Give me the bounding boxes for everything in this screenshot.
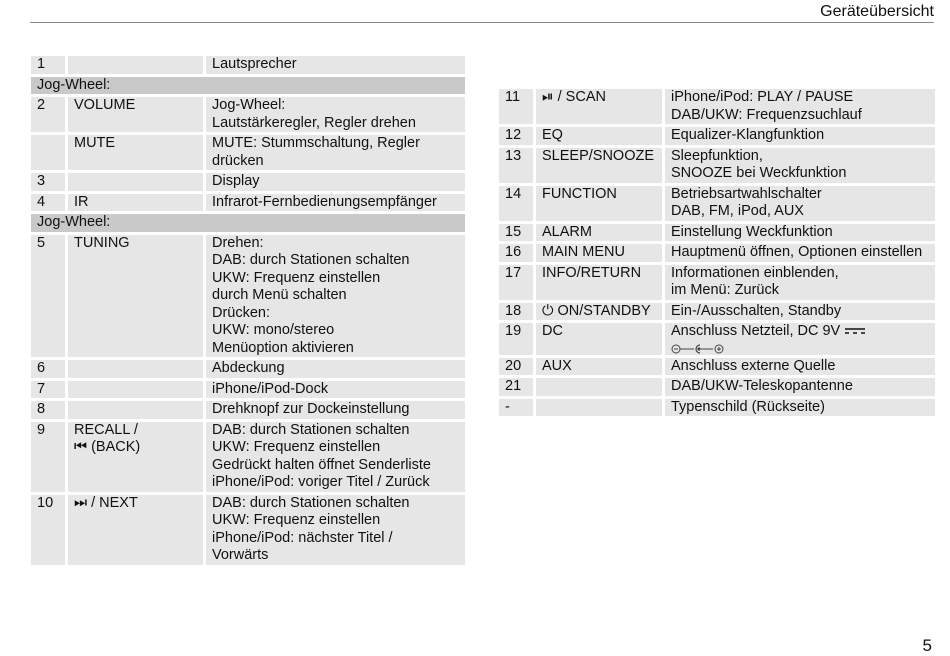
item-number-text: 21 xyxy=(505,378,522,394)
item-number xyxy=(499,265,536,300)
table-row xyxy=(31,194,465,212)
control-description-text: DAB: durch Stationen schalten UKW: Frequenz einstellen iPhone/iPod: nächster Titel / Vorwärts xyxy=(212,494,410,563)
control-description xyxy=(665,224,935,242)
control-description xyxy=(665,186,935,221)
item-number-text: 10 xyxy=(37,494,54,511)
control-description-text: Jog-Wheel: Lautstärkeregler, Regler drehen xyxy=(212,97,416,131)
control-name-text: ALARM xyxy=(542,223,592,240)
control-description xyxy=(665,89,935,124)
control-name xyxy=(536,127,665,145)
item-number-text: 4 xyxy=(37,193,46,210)
item-number xyxy=(499,148,536,183)
control-description-text: Informationen einblenden, im Menü: Zurück xyxy=(671,264,839,298)
control-description xyxy=(665,244,935,262)
control-description xyxy=(665,303,935,321)
item-number-text: 8 xyxy=(37,401,46,417)
control-description xyxy=(665,378,935,396)
item-number-text: 15 xyxy=(505,223,522,240)
control-description-text: DAB: durch Stationen schalten UKW: Frequenz einstellen Gedrückt halten öffnet Senderliste iPhone/iPod: voriger Titel / Zurück xyxy=(212,421,431,490)
control-name-text: RECALL / ⏮ (BACK) xyxy=(74,421,141,455)
table-row xyxy=(499,244,935,262)
table-row xyxy=(31,422,465,492)
item-number-text: 13 xyxy=(505,147,522,164)
control-name xyxy=(68,360,206,378)
table-row xyxy=(31,173,465,191)
control-description xyxy=(665,127,935,145)
control-description xyxy=(206,235,465,358)
table-row xyxy=(31,97,465,132)
item-number-text: 11 xyxy=(505,89,521,105)
item-number xyxy=(31,194,68,212)
item-number-text: - xyxy=(505,398,510,415)
page-header-title: Geräteübersicht xyxy=(820,3,934,20)
control-description-text: Einstellung Weckfunktion xyxy=(671,223,833,240)
control-description xyxy=(206,194,465,212)
control-description-text: Equalizer-Klangfunktion xyxy=(671,127,825,143)
controls-table-left xyxy=(31,53,465,568)
table-row xyxy=(499,358,935,376)
section-header-row xyxy=(31,77,465,95)
control-name-text: ⏯ / SCAN xyxy=(542,89,606,105)
control-description-text: Infrarot-Fernbedienungsempfänger xyxy=(212,193,437,210)
control-name xyxy=(536,399,665,417)
control-description xyxy=(206,135,465,170)
item-number-text: 19 xyxy=(505,323,522,339)
control-name-text: ⏻ ON/STANDBY xyxy=(542,302,651,319)
control-name xyxy=(536,224,665,242)
control-description xyxy=(665,148,935,183)
control-description xyxy=(665,265,935,300)
item-number xyxy=(31,235,68,358)
item-number-text: 7 xyxy=(37,380,46,397)
dc-symbol-icon xyxy=(844,326,866,336)
control-name xyxy=(68,194,206,212)
item-number xyxy=(31,422,68,492)
control-name xyxy=(536,244,665,262)
item-number xyxy=(31,381,68,399)
section-header-row xyxy=(31,214,465,232)
control-description-text: Anschluss Netzteil, DC 9V xyxy=(671,323,841,339)
control-description-text: iPhone/iPod-Dock xyxy=(212,380,329,397)
controls-table-right xyxy=(499,86,935,419)
table-row xyxy=(31,495,465,565)
control-name xyxy=(68,56,206,74)
control-name-text: MUTE xyxy=(74,135,116,151)
table-row xyxy=(499,89,935,124)
item-number xyxy=(31,97,68,132)
item-number-text: 2 xyxy=(37,97,46,113)
item-number xyxy=(499,186,536,221)
control-description-text: Display xyxy=(212,173,260,189)
control-name-text: AUX xyxy=(542,357,572,374)
section-label xyxy=(31,77,465,95)
control-name xyxy=(536,358,665,376)
item-number-text: 14 xyxy=(505,185,522,202)
control-name xyxy=(68,422,206,492)
control-name-text: DC xyxy=(542,323,563,339)
control-description-text: DAB/UKW-Teleskopantenne xyxy=(671,378,853,394)
table-row xyxy=(499,323,935,355)
item-number xyxy=(499,323,536,355)
control-description-text: Drehen: DAB: durch Stationen schalten UKW: Frequenz einstellen durch Menü schalten Drücken: UKW: mono/stereo Menüoption aktivieren xyxy=(212,234,410,356)
item-number xyxy=(499,89,536,124)
control-description xyxy=(206,401,465,419)
item-number-text: 20 xyxy=(505,357,522,374)
table-row xyxy=(499,148,935,183)
control-name xyxy=(68,173,206,191)
table-row xyxy=(31,360,465,378)
control-name-text: IR xyxy=(74,193,89,210)
table-row xyxy=(499,265,935,300)
control-name-text: INFO/RETURN xyxy=(542,264,642,281)
control-name-text: MAIN MENU xyxy=(542,244,625,260)
control-description-text: Anschluss externe Quelle xyxy=(671,357,836,374)
control-name xyxy=(536,186,665,221)
item-number xyxy=(31,401,68,419)
table-row xyxy=(31,56,465,74)
control-description xyxy=(206,173,465,191)
page-number: 5 xyxy=(922,636,932,655)
table-row xyxy=(499,224,935,242)
control-name-text: ⏭ / NEXT xyxy=(74,494,138,511)
control-name-text: VOLUME xyxy=(74,97,136,113)
item-number xyxy=(31,56,68,74)
control-name xyxy=(68,235,206,358)
control-description xyxy=(665,399,935,417)
control-name xyxy=(536,265,665,300)
table-row xyxy=(499,378,935,396)
control-description-text: Abdeckung xyxy=(212,360,285,376)
control-name xyxy=(68,495,206,565)
control-description-text: Drehknopf zur Dockeinstellung xyxy=(212,401,410,417)
item-number xyxy=(31,135,68,170)
polarity-icon xyxy=(671,343,727,355)
item-number-text: 5 xyxy=(37,234,46,251)
item-number xyxy=(499,303,536,321)
item-number-text: 16 xyxy=(505,244,522,260)
item-number xyxy=(499,244,536,262)
section-label-text: Jog-Wheel: xyxy=(37,214,111,230)
control-name-text: FUNCTION xyxy=(542,185,617,202)
table-row xyxy=(31,381,465,399)
item-number-text: 18 xyxy=(505,302,522,319)
control-name xyxy=(536,89,665,124)
table-row xyxy=(499,399,935,417)
table-row xyxy=(31,135,465,170)
item-number-text: 12 xyxy=(505,127,522,143)
table-row xyxy=(499,303,935,321)
table-row xyxy=(31,235,465,358)
control-description xyxy=(206,360,465,378)
control-description xyxy=(206,422,465,492)
item-number xyxy=(31,495,68,565)
item-number xyxy=(499,358,536,376)
control-description xyxy=(206,97,465,132)
control-description-text: Ein-/Ausschalten, Standby xyxy=(671,302,842,319)
control-name xyxy=(68,135,206,170)
control-name xyxy=(68,401,206,419)
item-number-text: 6 xyxy=(37,360,46,376)
header-divider xyxy=(30,22,934,23)
control-description xyxy=(206,381,465,399)
control-description xyxy=(665,358,935,376)
item-number xyxy=(31,360,68,378)
control-name xyxy=(536,323,665,355)
item-number-text: 9 xyxy=(37,421,46,438)
control-description xyxy=(665,323,935,355)
section-label xyxy=(31,214,465,232)
item-number xyxy=(31,173,68,191)
item-number-text: 17 xyxy=(505,264,522,281)
control-description xyxy=(206,56,465,74)
item-number xyxy=(499,127,536,145)
control-name-text: EQ xyxy=(542,127,563,143)
item-number-text: 3 xyxy=(37,173,46,189)
item-number xyxy=(499,224,536,242)
control-name xyxy=(536,378,665,396)
control-name xyxy=(68,381,206,399)
item-number xyxy=(499,378,536,396)
item-number-text: 1 xyxy=(37,56,46,72)
control-name xyxy=(536,148,665,183)
item-number xyxy=(499,399,536,417)
control-description-text: MUTE: Stummschaltung, Regler drücken xyxy=(212,135,420,169)
control-name xyxy=(536,303,665,321)
control-name-text: SLEEP/SNOOZE xyxy=(542,147,655,164)
control-description-text: iPhone/iPod: PLAY / PAUSE DAB/UKW: Frequenzsuchlauf xyxy=(671,89,862,123)
control-name-text: TUNING xyxy=(74,234,130,251)
table-row xyxy=(499,186,935,221)
control-description-text: Hauptmenü öffnen, Optionen einstellen xyxy=(671,244,923,260)
table-row xyxy=(31,401,465,419)
control-name xyxy=(68,97,206,132)
control-description-text: Betriebsartwahlschalter DAB, FM, iPod, AUX xyxy=(671,185,822,219)
section-label-text: Jog-Wheel: xyxy=(37,76,111,93)
control-description xyxy=(206,495,465,565)
control-description-text: Sleepfunktion, SNOOZE bei Weckfunktion xyxy=(671,147,847,181)
control-description-text: Lautsprecher xyxy=(212,56,297,72)
control-description-text: Typenschild (Rückseite) xyxy=(671,398,825,415)
table-row xyxy=(499,127,935,145)
